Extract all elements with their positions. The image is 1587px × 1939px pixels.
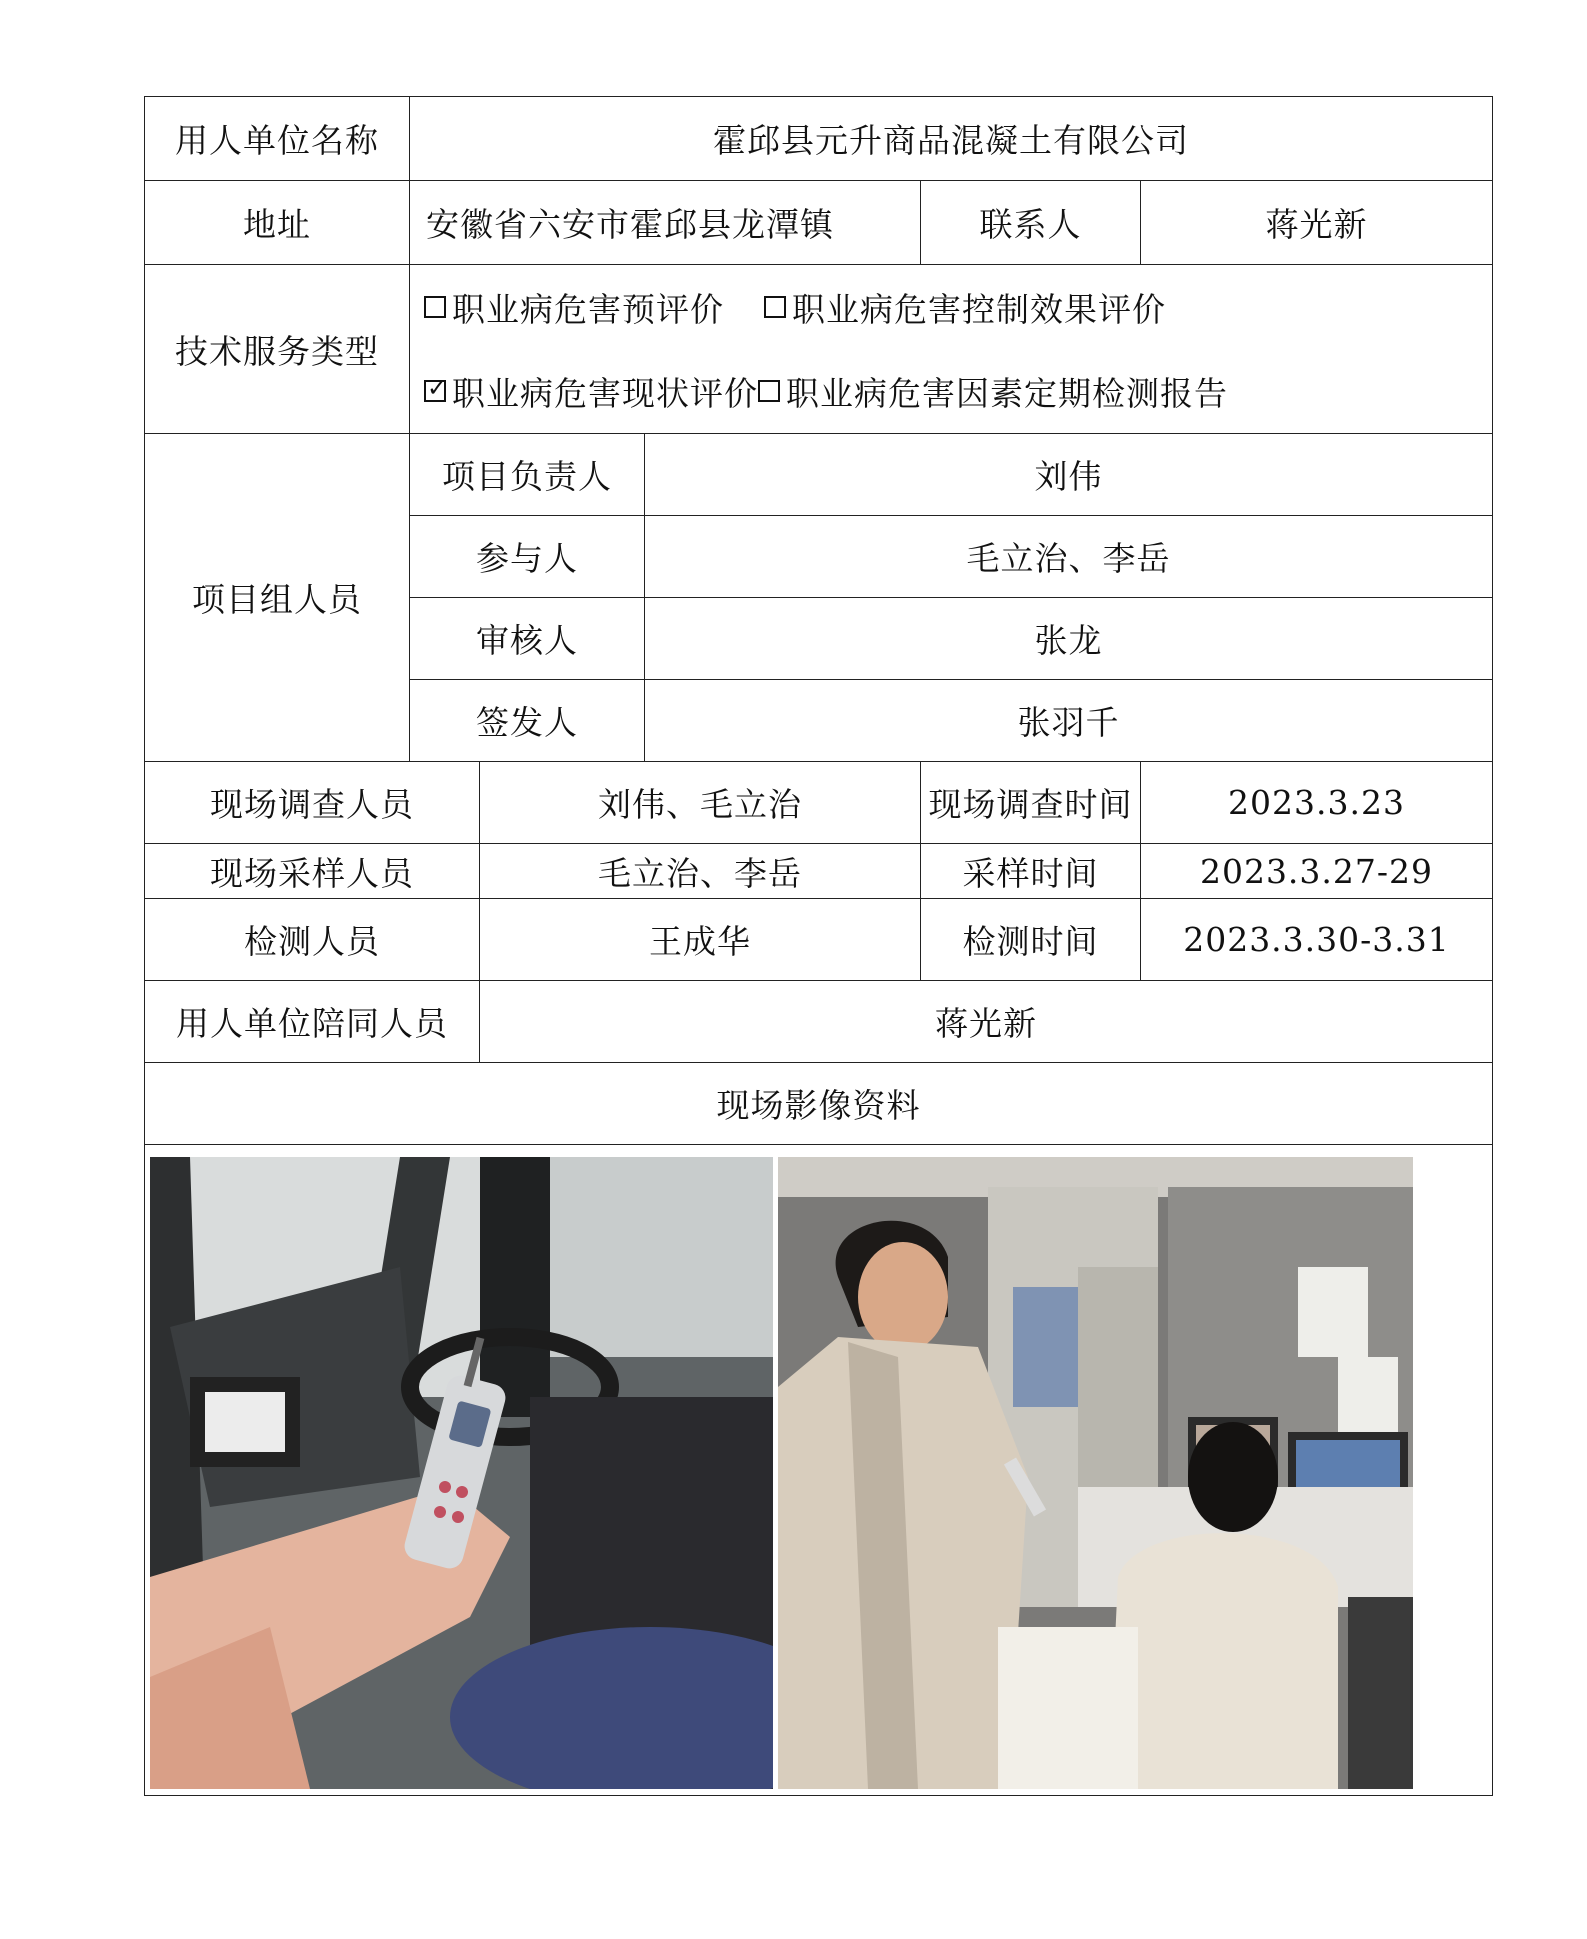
service-line-2 bbox=[424, 349, 1478, 433]
site-photo-control-room bbox=[778, 1157, 1413, 1789]
option-label: 职业病危害预评价 bbox=[452, 289, 724, 329]
option-label: 职业病危害因素定期检测报告 bbox=[786, 373, 1228, 413]
testing-time-label: 检测时间 bbox=[921, 899, 1141, 981]
photos-row bbox=[145, 1145, 1493, 1796]
team-role: 参与人 bbox=[410, 516, 645, 598]
photos-label: 现场影像资料 bbox=[145, 1063, 1493, 1145]
escort-label: 用人单位陪同人员 bbox=[145, 981, 480, 1063]
photos-cell bbox=[145, 1145, 1493, 1796]
project-info-table bbox=[144, 96, 1493, 1796]
checkbox-icon[interactable] bbox=[758, 380, 780, 402]
team-name: 毛立治、李岳 bbox=[645, 516, 1493, 598]
option-pre-evaluation[interactable] bbox=[424, 284, 724, 331]
team-name: 张羽千 bbox=[645, 680, 1493, 762]
team-role: 项目负责人 bbox=[410, 434, 645, 516]
sampling-time-label: 采样时间 bbox=[921, 844, 1141, 899]
option-periodic-testing-report[interactable] bbox=[758, 368, 1228, 415]
escort-row bbox=[145, 981, 1493, 1063]
sampling-row bbox=[145, 844, 1493, 899]
sampling-staff-value: 毛立治、李岳 bbox=[480, 844, 921, 899]
sampling-staff-label: 现场采样人员 bbox=[145, 844, 480, 899]
service-type-options bbox=[410, 265, 1493, 434]
service-type-row bbox=[145, 265, 1493, 434]
escort-value: 蒋光新 bbox=[480, 981, 1493, 1063]
site-photo-noise-meter-cab bbox=[150, 1157, 773, 1789]
checkbox-icon[interactable] bbox=[764, 296, 786, 318]
option-status-evaluation[interactable] bbox=[424, 368, 758, 415]
testing-row bbox=[145, 899, 1493, 981]
sampling-time-value: 2023.3.27-29 bbox=[1141, 844, 1493, 899]
survey-time-value: 2023.3.23 bbox=[1141, 762, 1493, 844]
address-row bbox=[145, 181, 1493, 265]
team-name: 张龙 bbox=[645, 598, 1493, 680]
option-label: 职业病危害控制效果评价 bbox=[792, 289, 1166, 329]
contact-value: 蒋光新 bbox=[1141, 181, 1493, 265]
survey-row bbox=[145, 762, 1493, 844]
employer-row bbox=[145, 97, 1493, 181]
employer-value: 霍邱县元升商品混凝土有限公司 bbox=[410, 97, 1493, 181]
control-room-photo-illustration bbox=[778, 1157, 1413, 1789]
checked-checkbox-icon[interactable] bbox=[424, 380, 446, 402]
team-role: 审核人 bbox=[410, 598, 645, 680]
team-role: 签发人 bbox=[410, 680, 645, 762]
team-name: 刘伟 bbox=[645, 434, 1493, 516]
team-label: 项目组人员 bbox=[145, 434, 410, 762]
checkbox-icon[interactable] bbox=[424, 296, 446, 318]
testing-time-value: 2023.3.30-3.31 bbox=[1141, 899, 1493, 981]
service-type-label: 技术服务类型 bbox=[145, 265, 410, 434]
testing-staff-value: 王成华 bbox=[480, 899, 921, 981]
address-value: 安徽省六安市霍邱县龙潭镇 bbox=[410, 181, 921, 265]
team-row bbox=[145, 434, 1493, 516]
photos-header-row bbox=[145, 1063, 1493, 1145]
survey-staff-label: 现场调查人员 bbox=[145, 762, 480, 844]
option-control-effect-evaluation[interactable] bbox=[764, 284, 1166, 331]
employer-label: 用人单位名称 bbox=[145, 97, 410, 181]
address-label: 地址 bbox=[145, 181, 410, 265]
option-label: 职业病危害现状评价 bbox=[452, 373, 758, 413]
survey-time-label: 现场调查时间 bbox=[921, 762, 1141, 844]
contact-label: 联系人 bbox=[921, 181, 1141, 265]
cab-photo-illustration bbox=[150, 1157, 773, 1789]
survey-staff-value: 刘伟、毛立治 bbox=[480, 762, 921, 844]
testing-staff-label: 检测人员 bbox=[145, 899, 480, 981]
service-line-1 bbox=[424, 265, 1478, 349]
